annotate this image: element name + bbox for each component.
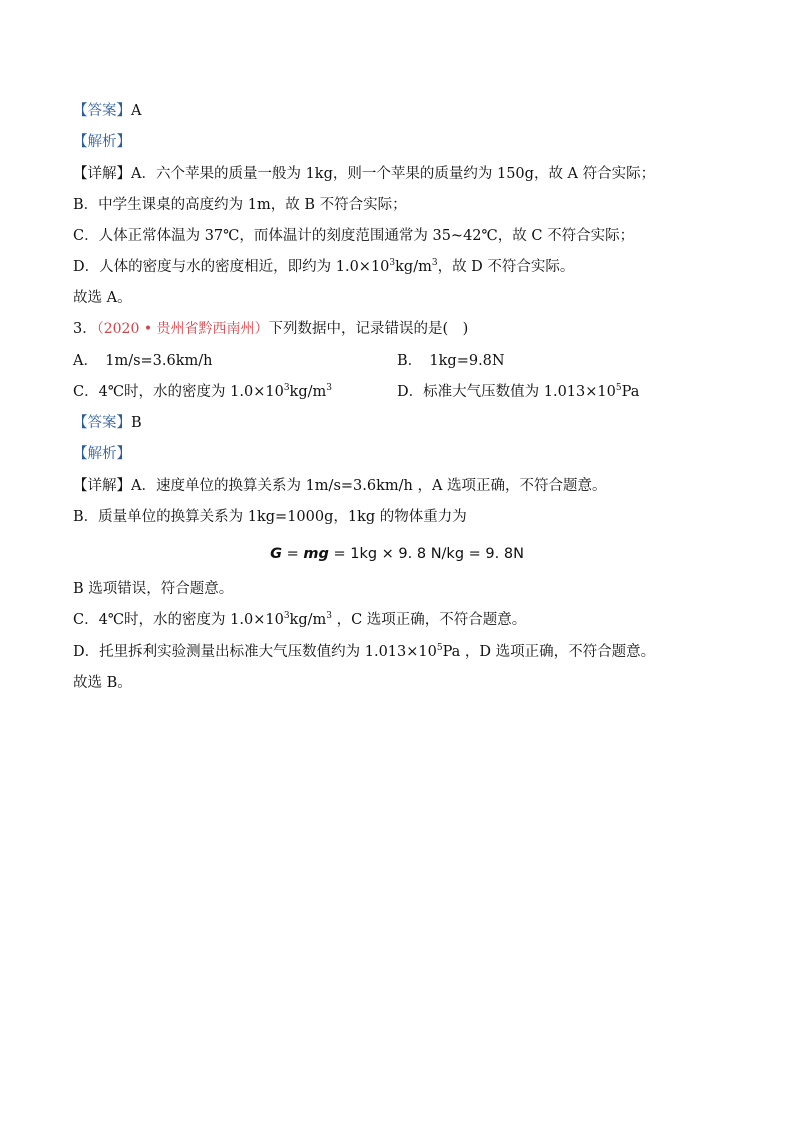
q3-line-d bbox=[73, 642, 655, 662]
option-d bbox=[397, 382, 639, 402]
question-source: （2020 • 贵州省黔西南州） bbox=[96, 321, 269, 337]
q3-analysis-line bbox=[73, 444, 131, 464]
analysis-tag: 【解析】 bbox=[73, 134, 131, 150]
answer-value: B bbox=[131, 415, 142, 431]
option-a bbox=[73, 351, 213, 371]
conclusion-text: 故选 A。 bbox=[73, 290, 132, 306]
q2-line-b bbox=[73, 195, 407, 215]
exponent: 3 bbox=[283, 611, 290, 621]
exponent: 3 bbox=[326, 383, 332, 393]
question-number: 3． bbox=[73, 321, 97, 337]
option-c bbox=[73, 382, 332, 402]
q2-analysis-line bbox=[73, 132, 131, 152]
q3-line-b2 bbox=[73, 579, 233, 599]
line-d-unit: kg/m bbox=[395, 259, 432, 275]
option-b bbox=[397, 351, 505, 371]
q3-stem-line bbox=[73, 319, 468, 339]
detail-tag: 【详解】 bbox=[73, 166, 131, 182]
line-d-end: ，故 D 不符合实际。 bbox=[437, 259, 575, 275]
line-d-pre: D．托里拆利实验测量出标准大气压数值约为 1.013×10 bbox=[73, 644, 437, 660]
q2-conclusion bbox=[73, 288, 132, 308]
exponent: 5 bbox=[436, 643, 443, 653]
q3-line-c bbox=[73, 610, 526, 630]
answer-value: A bbox=[131, 103, 142, 119]
formula-mg: mg bbox=[303, 546, 329, 562]
formula-g: G bbox=[270, 546, 282, 562]
detail-text: A．六个苹果的质量一般为 1kg，则一个苹果的质量约为 150g，故 A 符合实际； bbox=[131, 166, 656, 182]
line-d-pre: D．人体的密度与水的密度相近，即约为 1.0×10 bbox=[73, 259, 390, 275]
q2-answer-line bbox=[73, 101, 141, 121]
option-d-unit: Pa bbox=[621, 384, 640, 400]
exponent: 3 bbox=[431, 258, 438, 268]
exponent: 3 bbox=[283, 383, 290, 393]
exponent: 3 bbox=[326, 611, 332, 621]
line-d-end: Pa ，D 选项正确，不符合题意。 bbox=[442, 644, 656, 660]
option-b-text: B． 1kg=9.8N bbox=[397, 353, 505, 369]
option-a-text: A． 1m/s=3.6km/h bbox=[73, 353, 213, 369]
line-b-text: B．质量单位的换算关系为 1kg=1000g，1kg 的物体重力为 bbox=[73, 509, 467, 525]
q2-detail-line bbox=[73, 164, 655, 184]
line-b-text: B．中学生课桌的高度约为 1m，故 B 不符合实际； bbox=[73, 197, 407, 213]
q2-line-c bbox=[73, 226, 634, 246]
option-d-text: D．标准大气压数值为 1.013×10 bbox=[397, 384, 616, 400]
q3-detail-line bbox=[73, 476, 607, 496]
q3-answer-line bbox=[73, 413, 142, 433]
exponent: 3 bbox=[389, 258, 396, 268]
answer-tag: 【答案】 bbox=[73, 415, 131, 431]
detail-text: A．速度单位的换算关系为 1m/s=3.6km/h ，A 选项正确，不符合题意。 bbox=[131, 478, 607, 494]
formula-rest: = 1kg × 9. 8 N/kg = 9. 8N bbox=[328, 546, 524, 562]
line-b2-text: B 选项错误，符合题意。 bbox=[73, 581, 234, 597]
answer-tag: 【答案】 bbox=[73, 103, 131, 119]
q3-conclusion bbox=[73, 673, 132, 693]
line-c-end: ，C 选项正确，不符合题意。 bbox=[331, 612, 527, 628]
option-c-text: C．4℃时，水的密度为 1.0×10 bbox=[73, 384, 284, 400]
analysis-tag: 【解析】 bbox=[73, 446, 131, 462]
gravity-formula bbox=[0, 544, 794, 564]
q2-line-d bbox=[73, 257, 574, 277]
exponent: 5 bbox=[615, 383, 622, 393]
line-c-pre: C．4℃时，水的密度为 1.0×10 bbox=[73, 612, 284, 628]
option-c-unit: kg/m bbox=[289, 384, 327, 400]
conclusion-text: 故选 B。 bbox=[73, 675, 132, 691]
q3-line-b bbox=[73, 507, 467, 527]
formula-equals: = bbox=[281, 546, 304, 562]
question-stem: 下列数据中，记录错误的是( ) bbox=[268, 321, 469, 337]
detail-tag: 【详解】 bbox=[73, 478, 131, 494]
line-c-text: C．人体正常体温为 37℃，而体温计的刻度范围通常为 35~42℃，故 C 不符合实际； bbox=[73, 228, 635, 244]
line-c-unit: kg/m bbox=[289, 612, 327, 628]
